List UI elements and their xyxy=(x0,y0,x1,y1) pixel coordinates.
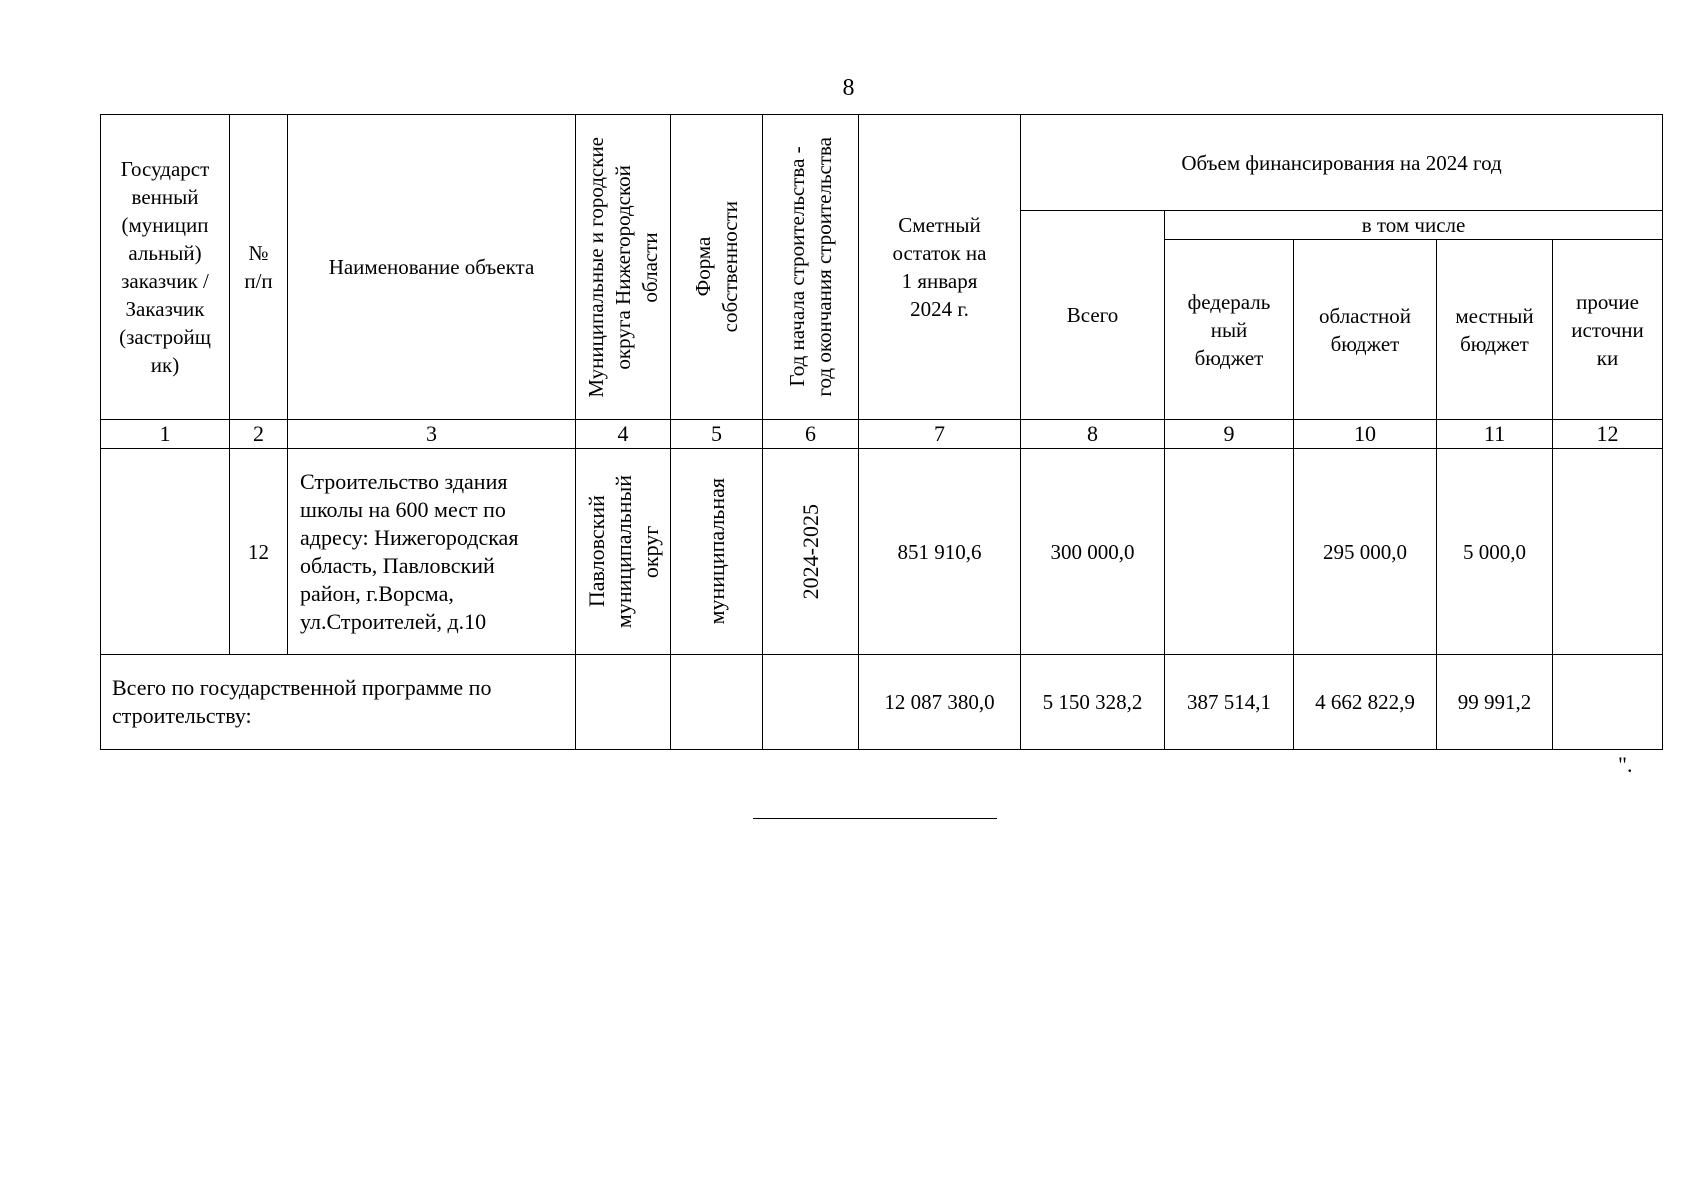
column-number: 12 xyxy=(1553,420,1663,449)
header-years-text: Год начала строительства - год окончания строительства xyxy=(784,137,836,397)
totals-empty-cell xyxy=(671,655,763,750)
row-estimate: 851 910,6 xyxy=(859,449,1021,655)
row-other xyxy=(1553,449,1663,655)
header-including: в том числе xyxy=(1165,211,1663,240)
column-number: 4 xyxy=(576,420,671,449)
table-row xyxy=(101,449,1663,655)
header-object-name: Наименование объекта xyxy=(288,115,576,420)
row-number: 12 xyxy=(230,449,288,655)
closing-quote-mark: ". xyxy=(1618,752,1633,777)
column-number: 7 xyxy=(859,420,1021,449)
totals-estimate: 12 087 380,0 xyxy=(859,655,1021,750)
header-regional: областной бюджет xyxy=(1294,240,1437,420)
totals-label: Всего по государственной программе по строительству: xyxy=(101,655,576,750)
row-regional: 295 000,0 xyxy=(1294,449,1437,655)
column-number-row xyxy=(101,420,1663,449)
column-number: 9 xyxy=(1165,420,1294,449)
header-estimate: Сметный остаток на 1 января 2024 г. xyxy=(859,115,1021,420)
row-object-name: Строительство здания школы на 600 мест по адресу: Нижегородская область, Павловский район, г.Ворсма, ул.Строителей, д.10 xyxy=(288,449,576,655)
column-number: 3 xyxy=(288,420,576,449)
column-number: 11 xyxy=(1437,420,1553,449)
row-years-text: 2024-2025 xyxy=(798,503,823,600)
header-row-1 xyxy=(101,115,1663,211)
totals-total: 5 150 328,2 xyxy=(1021,655,1165,750)
header-other: прочие источни ки xyxy=(1553,240,1663,420)
column-number: 6 xyxy=(763,420,859,449)
totals-other xyxy=(1553,655,1663,750)
totals-empty-cell xyxy=(763,655,859,750)
end-divider-line xyxy=(753,818,997,819)
header-districts-text: Муниципальные и городские округа Нижегородской области xyxy=(583,136,662,398)
row-district-text: Павловский муниципальный округ xyxy=(583,474,663,629)
header-federal: федераль ный бюджет xyxy=(1165,240,1294,420)
header-local: местный бюджет xyxy=(1437,240,1553,420)
column-number: 8 xyxy=(1021,420,1165,449)
column-number: 5 xyxy=(671,420,763,449)
row-federal xyxy=(1165,449,1294,655)
column-number: 1 xyxy=(101,420,230,449)
row-total: 300 000,0 xyxy=(1021,449,1165,655)
header-row-number: № п/п xyxy=(230,115,288,420)
totals-regional: 4 662 822,9 xyxy=(1294,655,1437,750)
totals-federal: 387 514,1 xyxy=(1165,655,1294,750)
construction-financing-table xyxy=(100,114,1663,750)
header-total: Всего xyxy=(1021,211,1165,420)
header-ownership xyxy=(671,115,763,420)
row-local: 5 000,0 xyxy=(1437,449,1553,655)
header-districts xyxy=(576,115,671,420)
page-number: 8 xyxy=(842,75,855,101)
column-number: 10 xyxy=(1294,420,1437,449)
header-funding-group: Объем финансирования на 2024 год xyxy=(1021,115,1663,211)
column-number: 2 xyxy=(230,420,288,449)
totals-empty-cell xyxy=(576,655,671,750)
header-years xyxy=(763,115,859,420)
totals-row xyxy=(101,655,1663,750)
row-customer xyxy=(101,449,230,655)
row-ownership xyxy=(671,449,763,655)
header-customer: Государст венный (муницип альный) заказчик / Заказчик (застройщ ик) xyxy=(101,115,230,420)
row-district xyxy=(576,449,671,655)
row-years xyxy=(763,449,859,655)
totals-local: 99 991,2 xyxy=(1437,655,1553,750)
row-ownership-text: муниципальная xyxy=(704,478,729,625)
header-ownership-text: Форма собственности xyxy=(690,201,742,333)
